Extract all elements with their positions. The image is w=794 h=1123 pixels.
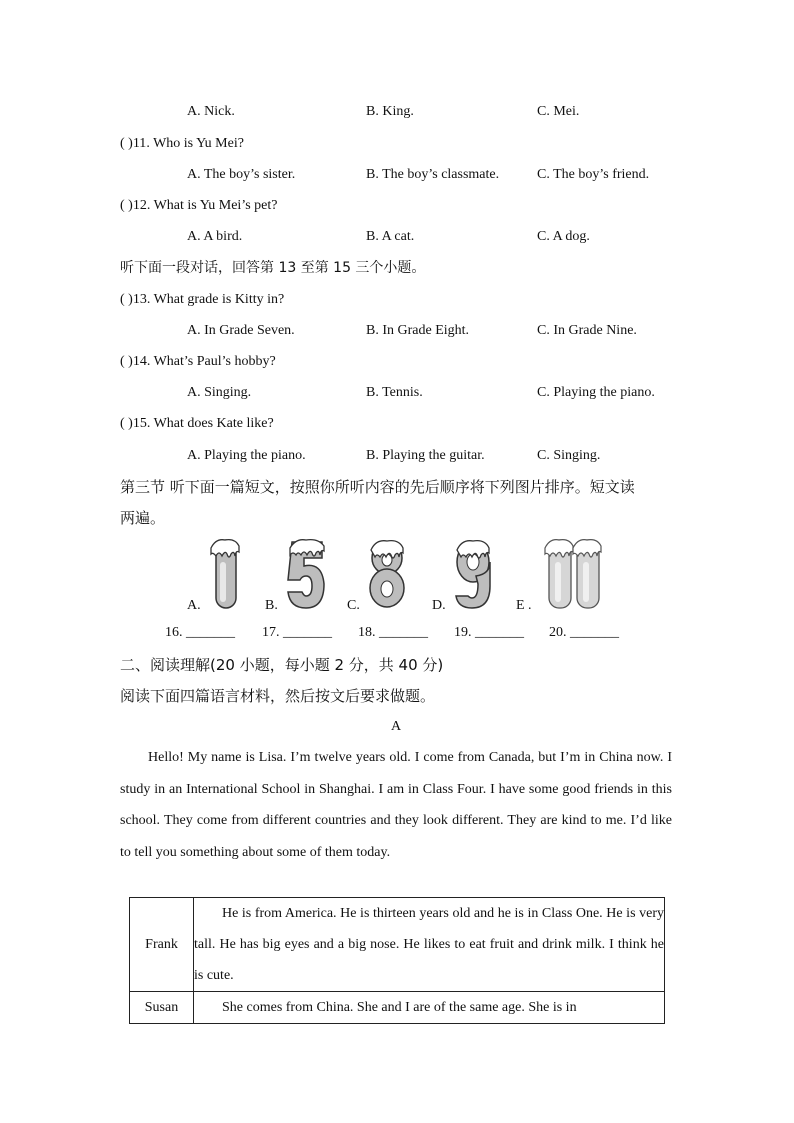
- question-number: 13: [132, 292, 147, 307]
- question-11: ( )11. Who is Yu Mei?: [120, 136, 244, 151]
- friend-description: He is from America. He is thirteen years old and he is in Class One. He is very tall. He has big eyes and a big nose. He likes to eat fruit and drink milk. I think he is cute.: [194, 898, 665, 992]
- picture-label-c: C.: [347, 598, 360, 613]
- passage-a-paragraph: Hello! My name is Lisa. I’m twelve years old. I come from Canada, but I’m in China now. I study in an International School in Shanghai. I am in Class Four. I have some good friends in this school. They come from different countries and they look different. They are kind to me. I’d like to tell you something about some of them today.: [120, 750, 672, 860]
- q11-option-b: B. The boy’s classmate.: [366, 167, 500, 182]
- friend-description: She comes from China. She and I are of the same age. She is in: [194, 992, 665, 1024]
- part2-instruction: 阅读下面四篇语言材料，然后按文后要求做题。: [120, 687, 436, 705]
- question-number: 11: [132, 136, 147, 151]
- q10-option-c: C. Mei.: [537, 104, 580, 119]
- q11-option-c: C. The boy’s friend.: [537, 167, 650, 182]
- q14-option-b: B. Tennis.: [366, 385, 423, 400]
- answer-paren: ( ): [120, 136, 133, 151]
- q15-option-a: A. Playing the piano.: [187, 448, 306, 463]
- picture-label-d: D.: [432, 598, 446, 613]
- picture-label-b: B.: [265, 598, 278, 613]
- question-number: 12: [132, 198, 147, 213]
- q13-option-a: A. In Grade Seven.: [187, 323, 295, 338]
- answer-blank-20[interactable]: 20. _______: [549, 625, 619, 640]
- q13-option-b: B. In Grade Eight.: [366, 323, 470, 338]
- question-number: 15: [132, 416, 147, 431]
- answer-paren: ( ): [120, 292, 133, 307]
- section3-title-line1: 第三节 听下面一篇短文，按照你所听内容的先后顺序将下列图片排序。短文读: [120, 478, 635, 496]
- question-stem: What’s Paul’s hobby?: [153, 354, 276, 369]
- q14-option-a: A. Singing.: [187, 385, 252, 400]
- answer-paren: ( ): [120, 198, 133, 213]
- q15-option-b: B. Playing the guitar.: [366, 448, 485, 463]
- q12-option-c: C. A dog.: [537, 229, 590, 244]
- q12-option-a: A. A bird.: [187, 229, 243, 244]
- question-15: ( )15. What does Kate like?: [120, 416, 274, 431]
- table-row: [130, 898, 665, 992]
- snowy-number-9-image: [454, 538, 492, 610]
- friend-name: Susan: [130, 992, 194, 1024]
- snowy-number-1-image: [208, 538, 242, 610]
- snowy-number-5-image: [286, 538, 326, 610]
- snowy-number-11-image: [543, 538, 605, 610]
- question-stem: What is Yu Mei’s pet?: [153, 198, 278, 213]
- question-stem: What does Kate like?: [153, 416, 274, 431]
- q10-option-b: B. King.: [366, 104, 414, 119]
- friend-name: Frank: [130, 898, 194, 992]
- section3-title-line2: 两遍。: [120, 509, 166, 527]
- q11-option-a: A. The boy’s sister.: [187, 167, 296, 182]
- picture-label-a: A.: [187, 598, 201, 613]
- answer-blank-19[interactable]: 19. _______: [454, 625, 524, 640]
- q13-option-c: C. In Grade Nine.: [537, 323, 637, 338]
- snowy-number-8-image: [368, 538, 406, 610]
- picture-label-e: E .: [516, 598, 532, 613]
- q10-option-a: A. Nick.: [187, 104, 235, 119]
- friends-table: [129, 897, 665, 1024]
- answer-blank-18[interactable]: 18. _______: [358, 625, 428, 640]
- question-stem: Who is Yu Mei?: [153, 136, 244, 151]
- answer-blank-17[interactable]: 17. _______: [262, 625, 332, 640]
- passage-label: A: [391, 719, 402, 734]
- q14-option-c: C. Playing the piano.: [537, 385, 655, 400]
- question-12: ( )12. What is Yu Mei’s pet?: [120, 198, 278, 213]
- part2-title: 二、阅读理解(20 小题，每小题 2 分，共 40 分): [120, 656, 444, 674]
- answer-blank-16[interactable]: 16. _______: [165, 625, 235, 640]
- q12-option-b: B. A cat.: [366, 229, 415, 244]
- answer-paren: ( ): [120, 416, 133, 431]
- answer-paren: ( ): [120, 354, 133, 369]
- question-13: ( )13. What grade is Kitty in?: [120, 292, 285, 307]
- table-row: [130, 992, 665, 1024]
- q15-option-c: C. Singing.: [537, 448, 601, 463]
- instruction-13-15: 听下面一段对话，回答第 13 至第 15 三个小题。: [120, 260, 426, 276]
- question-number: 14: [132, 354, 147, 369]
- question-stem: What grade is Kitty in?: [153, 292, 285, 307]
- question-14: ( )14. What’s Paul’s hobby?: [120, 354, 276, 369]
